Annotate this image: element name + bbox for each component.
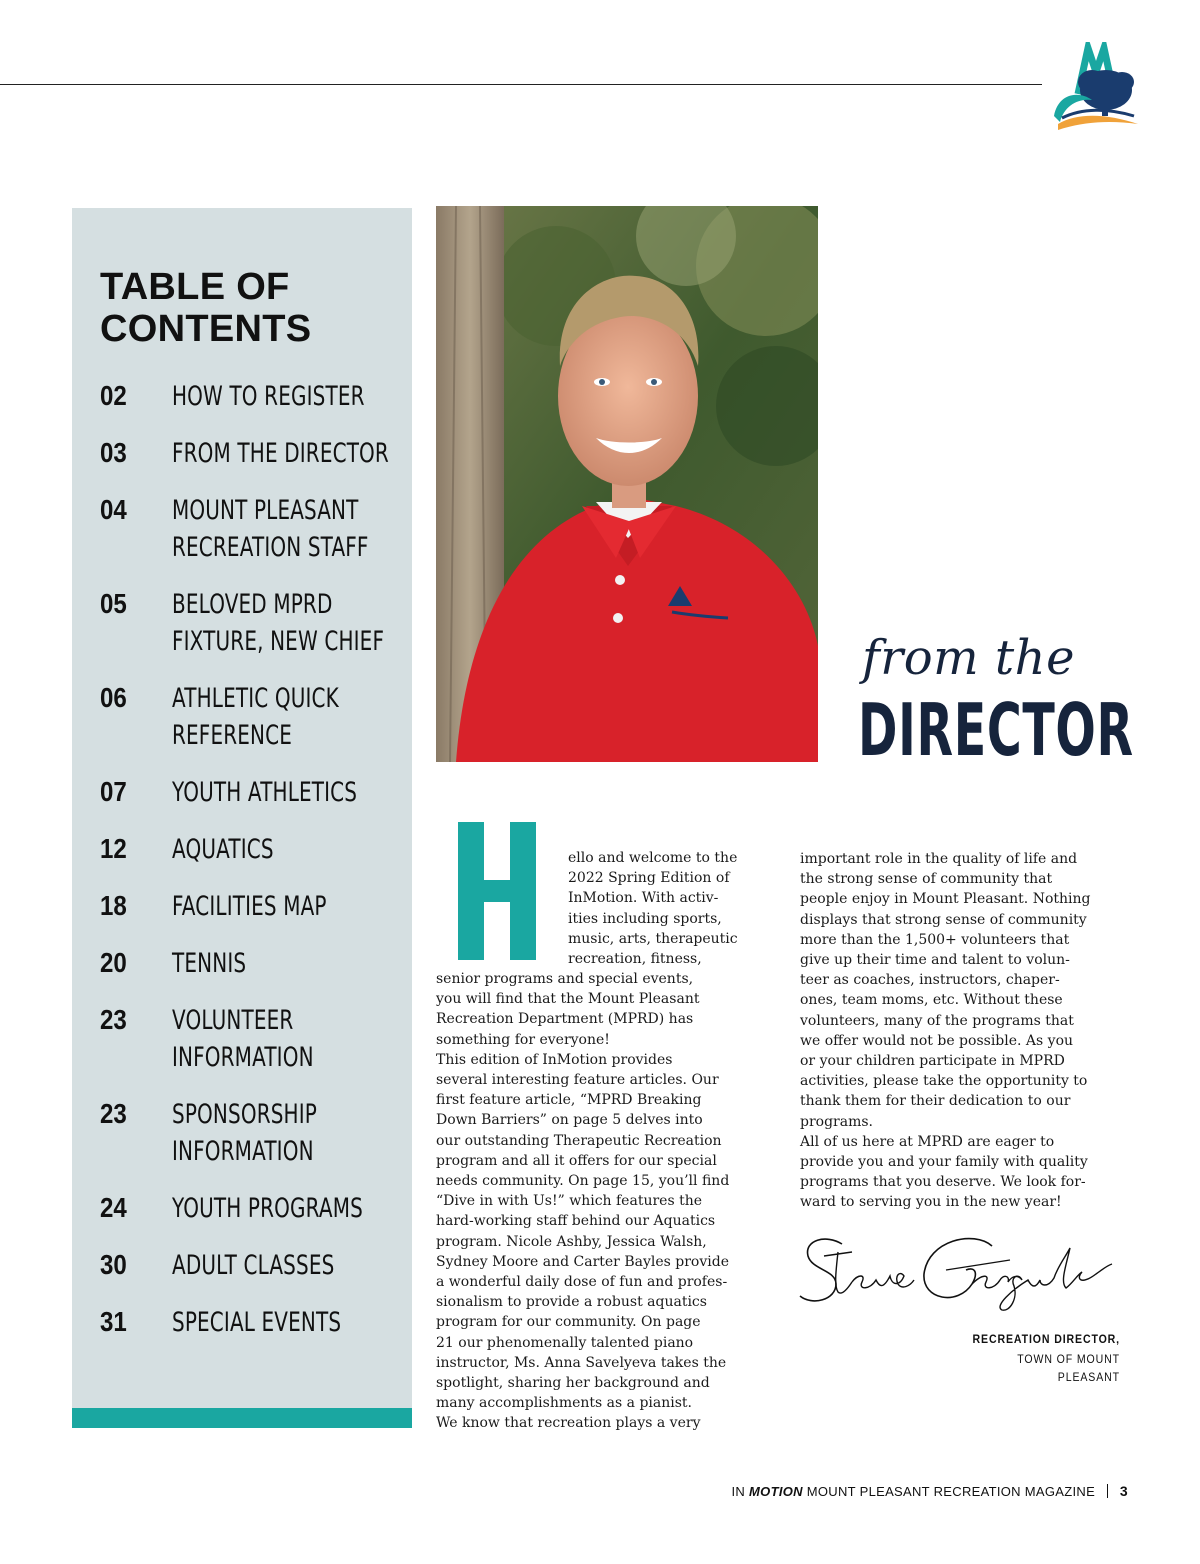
toc-item[interactable] xyxy=(100,945,400,982)
toc-label-line1: ATHLETIC QUICK xyxy=(172,683,339,714)
toc-label-line2: INFORMATION xyxy=(172,1042,314,1073)
toc-label xyxy=(172,1002,341,1076)
toc-page-number: 20 xyxy=(100,947,127,978)
toc-label-line1: YOUTH PROGRAMS xyxy=(172,1193,363,1224)
toc-label xyxy=(172,435,389,472)
director-portrait-photo xyxy=(436,206,818,762)
letter-line: 21 our phenomenally talented piano xyxy=(436,1334,694,1351)
footer-magazine: MOUNT PLEASANT RECREATION MAGAZINE xyxy=(806,1484,1096,1499)
letter-line: many accomplishments as a pianist. xyxy=(436,1395,693,1412)
toc-item[interactable] xyxy=(100,492,400,566)
toc-page-number: 30 xyxy=(100,1249,127,1280)
letter-line: ello and welcome to the xyxy=(568,850,738,866)
letter-line: Down Barriers” on page 5 delves into xyxy=(436,1112,703,1129)
toc-item[interactable] xyxy=(100,1096,400,1170)
letter-line: programs. xyxy=(800,1113,873,1130)
toc-label-line1: SPONSORSHIP xyxy=(172,1099,317,1130)
toc-item[interactable] xyxy=(100,888,400,925)
toc-item[interactable] xyxy=(100,1002,400,1076)
toc-page-number: 06 xyxy=(100,682,127,713)
toc-page-number: 24 xyxy=(100,1192,127,1223)
toc-page-number: 12 xyxy=(100,833,127,864)
toc-label xyxy=(172,378,365,415)
toc-label-line1: HOW TO REGISTER xyxy=(172,381,365,412)
letter-line: first feature article, “MPRD Breaking xyxy=(436,1092,702,1109)
toc-label xyxy=(172,680,341,754)
toc-label xyxy=(172,1096,341,1170)
top-rule xyxy=(0,84,1042,85)
toc-list xyxy=(100,378,400,1361)
letter-line: ones, team moms, etc. Without these xyxy=(800,992,1063,1009)
toc-accent-bar xyxy=(72,1408,412,1428)
letter-line: displays that strong sense of community xyxy=(800,911,1087,928)
toc-title-line1: TABLE OF xyxy=(100,266,290,308)
signature-name: Steve Gergick xyxy=(796,1226,803,1227)
toc-label-line1: TENNIS xyxy=(172,948,247,979)
toc-label xyxy=(172,1190,363,1227)
toc-label xyxy=(172,1247,341,1284)
letter-line: something for everyone! xyxy=(436,1031,610,1048)
toc-page-number: 07 xyxy=(100,776,127,807)
letter-line: All of us here at MPRD are eager to xyxy=(800,1133,1055,1150)
letter-line: spotlight, sharing her background and xyxy=(436,1375,710,1392)
letter-line: Recreation Department (MPRD) has xyxy=(436,1011,694,1028)
letter-line: “Dive in with Us!” which features the xyxy=(436,1193,702,1210)
letter-line: volunteers, many of the programs that xyxy=(800,1012,1074,1029)
toc-label-line1: VOLUNTEER xyxy=(172,1005,294,1036)
letter-line: a wonderful daily dose of fun and profes- xyxy=(436,1274,728,1291)
heading-from-the: from the xyxy=(862,630,1075,686)
footer-brand-motion: MOTION xyxy=(749,1484,803,1499)
page-number: 3 xyxy=(1119,1483,1128,1499)
toc-label xyxy=(172,1304,341,1341)
letter-line: Sydney Moore and Carter Bayles provide xyxy=(436,1253,729,1270)
letter-line: teer as coaches, instructors, chaper- xyxy=(800,972,1060,989)
letter-column-1b xyxy=(436,969,776,1434)
toc-label-line1: ADULT CLASSES xyxy=(172,1250,335,1281)
letter-line: instructor, Ms. Anna Savelyeva takes the xyxy=(436,1354,727,1371)
letter-line: our outstanding Therapeutic Recreation xyxy=(436,1132,722,1149)
letter-line: the strong sense of community that xyxy=(800,871,1053,888)
mount-pleasant-tree-logo-icon xyxy=(1048,42,1140,134)
toc-item[interactable] xyxy=(100,586,400,660)
letter-line: you will find that the Mount Pleasant xyxy=(436,991,700,1008)
toc-page-number: 05 xyxy=(100,588,127,619)
toc-page-number: 02 xyxy=(100,380,127,411)
toc-item[interactable] xyxy=(100,435,400,472)
toc-page-number: 23 xyxy=(100,1098,127,1129)
toc-page-number: 03 xyxy=(100,437,127,468)
letter-line: thank them for their dedication to our xyxy=(800,1093,1071,1110)
toc-label-line1: FACILITIES MAP xyxy=(172,891,327,922)
letter-line: music, arts, therapeutic xyxy=(568,930,738,947)
toc-page-number: 18 xyxy=(100,890,127,921)
toc-label-line2: RECREATION STAFF xyxy=(172,532,369,563)
letter-column-1a xyxy=(568,848,768,969)
letter-line: needs community. On page 15, you’ll find xyxy=(436,1173,730,1190)
letter-line: program and all it offers for our special xyxy=(436,1152,717,1169)
letter-line: more than the 1,500+ volunteers that xyxy=(800,931,1070,948)
table-of-contents-panel xyxy=(72,208,412,1428)
toc-label xyxy=(172,492,369,566)
toc-item[interactable] xyxy=(100,1247,400,1284)
toc-title-line2: CONTENTS xyxy=(100,308,312,350)
drop-cap xyxy=(448,822,548,962)
letter-line: We know that recreation plays a very xyxy=(436,1415,701,1432)
toc-label-line1: BELOVED MPRD xyxy=(172,589,333,620)
letter-column-2 xyxy=(800,849,1130,1213)
toc-label-line2: REFERENCE xyxy=(172,720,292,751)
toc-item[interactable] xyxy=(100,1304,400,1341)
toc-item[interactable] xyxy=(100,1190,400,1227)
letter-line: important role in the quality of life and xyxy=(800,851,1078,867)
toc-label-line2: FIXTURE, NEW CHIEF xyxy=(172,626,385,657)
toc-label xyxy=(172,774,357,811)
letter-line: ities including sports, xyxy=(568,910,722,927)
toc-label-line1: FROM THE DIRECTOR xyxy=(172,438,389,469)
signature-town: TOWN OF MOUNT PLEASANT xyxy=(1017,1352,1120,1384)
footer-divider xyxy=(1107,1484,1108,1498)
toc-item[interactable] xyxy=(100,774,400,811)
toc-label-line1: AQUATICS xyxy=(172,834,274,865)
toc-label xyxy=(172,586,384,660)
heading-director: DIRECTOR xyxy=(858,688,1134,772)
letter-line: ward to serving you in the new year! xyxy=(800,1194,1062,1211)
letter-line: 2022 Spring Edition of xyxy=(568,870,730,887)
letter-line: give up their time and talent to volun- xyxy=(800,952,1070,969)
toc-page-number: 04 xyxy=(100,494,127,525)
toc-label xyxy=(172,831,341,868)
letter-line: sionalism to provide a robust aquatics xyxy=(436,1294,707,1311)
letter-line: This edition of InMotion provides xyxy=(436,1051,673,1068)
letter-line: hard-working staff behind our Aquatics xyxy=(436,1213,716,1230)
letter-line: people enjoy in Mount Pleasant. Nothing xyxy=(800,891,1091,908)
toc-label-line2: INFORMATION xyxy=(172,1136,314,1167)
toc-label-line1: YOUTH ATHLETICS xyxy=(172,777,358,808)
toc-label-line1: MOUNT PLEASANT xyxy=(172,495,359,526)
toc-title xyxy=(100,266,400,350)
letter-line: program. Nicole Ashby, Jessica Walsh, xyxy=(436,1233,707,1250)
footer-brand-in: IN xyxy=(731,1484,746,1499)
letter-line: several interesting feature articles. Our xyxy=(436,1072,719,1089)
toc-page-number: 23 xyxy=(100,1004,127,1035)
letter-line: or your children participate in MPRD xyxy=(800,1053,1065,1070)
letter-line: provide you and your family with quality xyxy=(800,1154,1088,1171)
letter-line: InMotion. With activ- xyxy=(568,890,719,907)
letter-line: programs that you deserve. We look for- xyxy=(800,1174,1086,1191)
letter-line: senior programs and special events, xyxy=(436,971,694,987)
letter-line: activities, please take the opportunity to xyxy=(800,1073,1088,1090)
toc-label-line1: SPECIAL EVENTS xyxy=(172,1307,342,1338)
toc-item[interactable] xyxy=(100,831,400,868)
director-signature xyxy=(796,1226,1126,1316)
toc-item[interactable] xyxy=(100,680,400,754)
signature-title: RECREATION DIRECTOR, xyxy=(972,1332,1120,1346)
toc-label xyxy=(172,945,341,982)
letter-line: recreation, fitness, xyxy=(568,951,702,968)
letter-line: program for our community. On page xyxy=(436,1314,701,1331)
toc-item[interactable] xyxy=(100,378,400,415)
toc-label xyxy=(172,888,341,925)
letter-line: we offer would not be possible. As you xyxy=(800,1032,1074,1049)
toc-page-number: 31 xyxy=(100,1306,127,1337)
page-footer xyxy=(732,1482,1128,1501)
drop-cap-letter: H xyxy=(448,822,449,823)
